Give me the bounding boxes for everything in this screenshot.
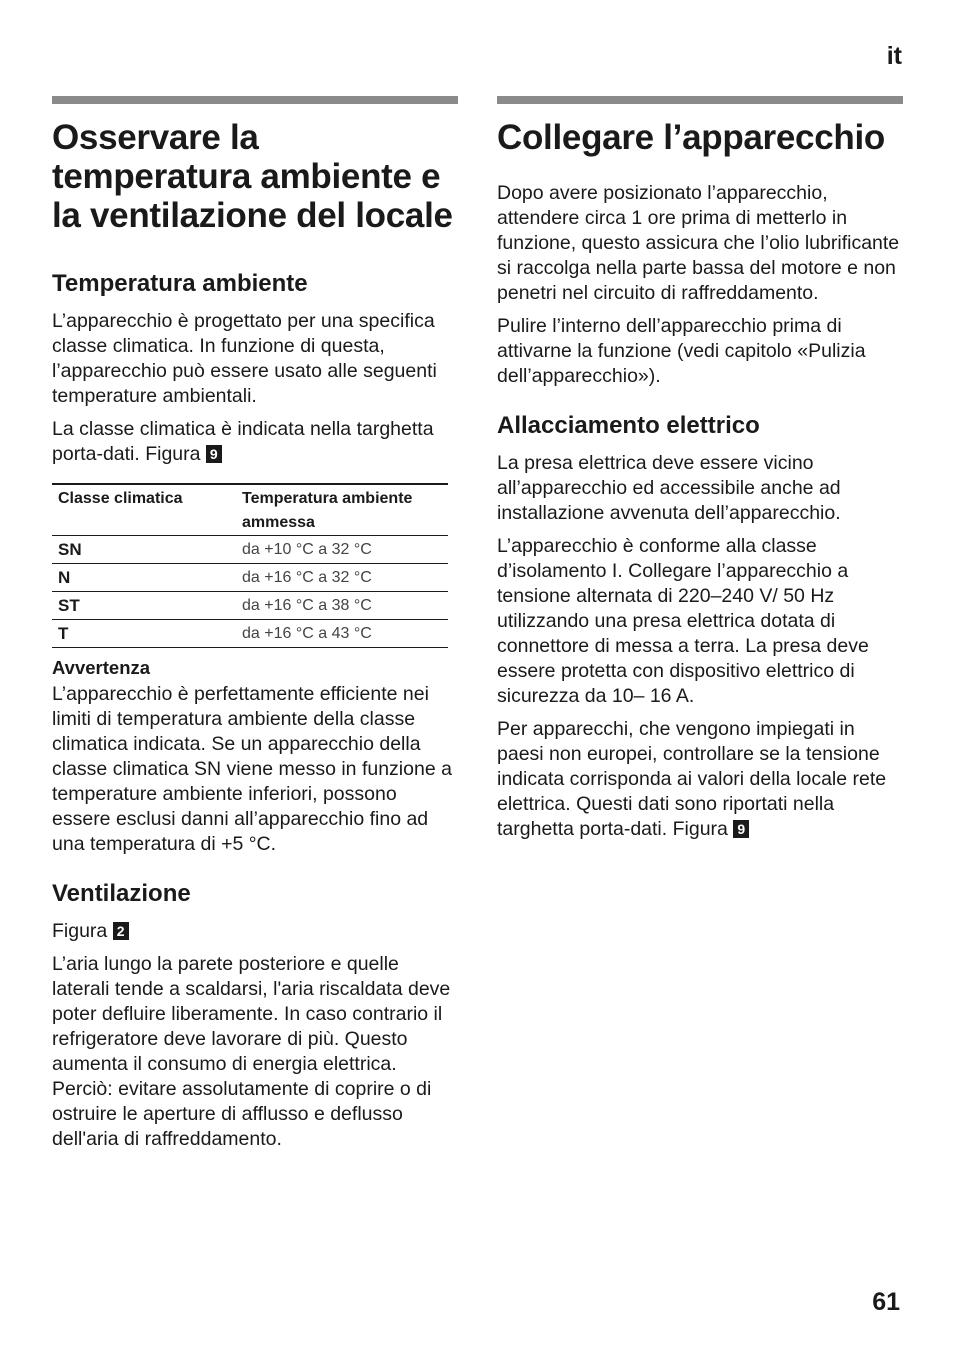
note-text: L’apparecchio è perfettamente efficiente nei limiti di temperatura ambiente della classe climatica indicata. Se un apparecchio della classe climatica SN viene messo in funzione a temperature ambiente inferiori, possono essere esclusi danni all’apparecchio fino ad una temperatura di +5 °C. xyxy=(52,683,452,855)
table-cell-range: da +16 °C a 32 °C xyxy=(236,564,448,592)
table-header-row xyxy=(52,484,448,536)
figure-ref-badge: 9 xyxy=(206,445,222,463)
table-row xyxy=(52,592,448,620)
paragraph-socket-access: La presa elettrica deve essere vicino all’apparecchio ed accessibile anche ad installazione avvenuta dell’apparecchio. xyxy=(497,452,841,524)
table-cell-range: da +10 °C a 32 °C xyxy=(236,536,448,564)
table-row xyxy=(52,536,448,564)
climate-class-table xyxy=(52,483,448,648)
heading-ventilation: Ventilazione xyxy=(52,880,191,907)
heading-electrical-connection: Allacciamento elettrico xyxy=(497,412,760,439)
paragraph-ventilation: L’aria lungo la parete posteriore e quelle laterali tende a scaldarsi, l'aria riscaldata deve poter defluire liberamente. In caso contrario il refrigeratore deve lavorare di più. Questo aumenta il consumo di energia elettrica. Perciò: evitare assolutamente di coprire o di ostruire le aperture di afflusso e deflusso dell'aria di raffreddamento. xyxy=(52,953,451,1150)
section-title-ambient: Osservare la temperatura ambiente e la ventilazione del locale xyxy=(52,118,453,235)
table-cell-range: da +16 °C a 38 °C xyxy=(236,592,448,620)
section-rule xyxy=(52,96,458,104)
table-header-class: Classe climatica xyxy=(52,484,236,536)
table-row xyxy=(52,620,448,648)
language-code: it xyxy=(886,42,902,70)
paragraph-clean-interior: Pulire l’interno dell’apparecchio prima di attivarne la funzione (vedi capitolo «Pulizia dell’apparecchio»). xyxy=(497,315,866,387)
paragraph-figure-ref xyxy=(52,919,458,944)
heading-ambient-temperature: Temperatura ambiente xyxy=(52,270,308,297)
table-cell-class: ST xyxy=(52,592,236,620)
rating-plate-text: La classe climatica è indicata nella targhetta porta-dati. Figura xyxy=(52,418,434,465)
section-rule xyxy=(497,96,903,104)
table-cell-class: N xyxy=(52,564,236,592)
table-cell-class: SN xyxy=(52,536,236,564)
right-column xyxy=(497,96,903,850)
paragraph-wait-before-start: Dopo avere posizionato l’apparecchio, attendere circa 1 ore prima di metterlo in funzione, questo assicura che l’olio lubrificante si raccolga nella parte bassa del motore e non penetri nel circuito di raffreddamento. xyxy=(497,182,900,304)
figure-label: Figura xyxy=(52,920,108,942)
table-header-temperature: Temperatura ambiente ammessa xyxy=(236,484,448,536)
page-number: 61 xyxy=(872,1288,900,1316)
table-cell-range: da +16 °C a 43 °C xyxy=(236,620,448,648)
non-european-text: Per apparecchi, che vengono impiegati in paesi non europei, controllare se la tensione indicata corrisponda ai valori della locale rete elettrica. Questi dati sono riportati nella targhetta porta-dati. Figura xyxy=(497,718,887,840)
figure-ref-badge: 9 xyxy=(733,820,749,838)
paragraph-non-european xyxy=(497,717,903,842)
paragraph-climate-class: L’apparecchio è progettato per una specifica classe climatica. In funzione di questa, l’apparecchio può essere usato alle seguenti temperature ambientali. xyxy=(52,310,437,407)
table-cell-class: T xyxy=(52,620,236,648)
left-column xyxy=(52,96,458,1160)
section-title-connect: Collegare l’apparecchio xyxy=(497,118,885,157)
paragraph-rating-plate xyxy=(52,417,458,467)
note-heading: Avvertenza xyxy=(52,657,151,678)
table-row xyxy=(52,564,448,592)
figure-ref-badge: 2 xyxy=(113,922,129,940)
paragraph-insulation-class: L’apparecchio è conforme alla classe d’isolamento I. Collegare l’apparecchio a tensione alternata di 220–240 V/ 50 Hz utilizzando una presa elettrica dotata di connettore di messa a terra. La presa deve essere protetta con dispositivo elettrico di sicurezza da 10– 16 A. xyxy=(497,535,869,707)
